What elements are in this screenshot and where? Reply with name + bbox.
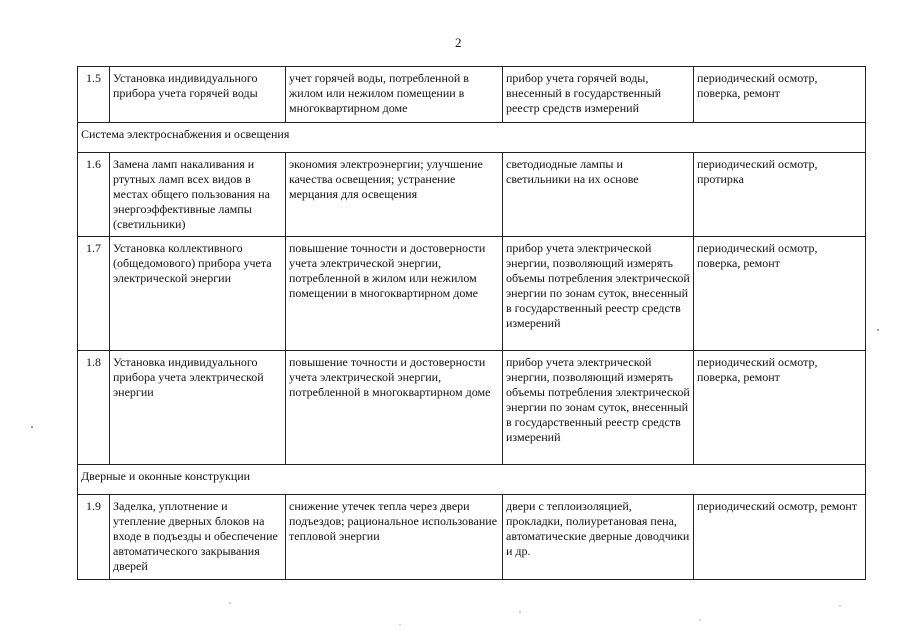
equipment-cell: прибор учета горячей воды, внесенный в государственный реестр средств измерений: [503, 67, 694, 123]
goal-cell: повышение точности и достоверности учета электрической энергии, потребленной в многоквартирном доме: [286, 351, 503, 465]
table-row: [78, 237, 866, 351]
service-cell: периодический осмотр, поверка, ремонт: [694, 67, 866, 123]
equipment-cell: светодиодные лампы и светильники на их основе: [503, 153, 694, 237]
service-cell: периодический осмотр, поверка, ремонт: [694, 237, 866, 351]
page-number: 2: [455, 35, 462, 50]
table-row: [78, 351, 866, 465]
goal-cell: снижение утечек тепла через двери подъездов; рациональное использование тепловой энергии: [286, 495, 503, 580]
equipment-cell: прибор учета электрической энергии, позволяющий измерять объемы потребления электрической энергии по зонам суток, внесенный в государственный реестр средств измерений: [503, 351, 694, 465]
row-number: 1.7: [78, 237, 110, 351]
service-cell: периодический осмотр, поверка, ремонт: [694, 351, 866, 465]
section-row: [78, 465, 866, 495]
row-number: 1.9: [78, 495, 110, 580]
equipment-cell: прибор учета электрической энергии, позволяющий измерять объемы потребления электрической энергии по зонам суток, внесенный в государственный реестр средств измерений: [503, 237, 694, 351]
table-row: [78, 495, 866, 580]
section-title: Дверные и оконные конструкции: [78, 465, 866, 495]
service-cell: периодический осмотр, ремонт: [694, 495, 866, 580]
measures-table: [77, 66, 866, 580]
section-title: Система электроснабжения и освещения: [78, 123, 866, 153]
section-row: [78, 123, 866, 153]
goal-cell: повышение точности и достоверности учета электрической энергии, потребленной в жилом или нежилом помещении в многоквартирном доме: [286, 237, 503, 351]
measure-cell: Заделка, уплотнение и утепление дверных блоков на входе в подъезды и обеспечение автоматического закрывания дверей: [110, 495, 286, 580]
service-cell: периодический осмотр, протирка: [694, 153, 866, 237]
measure-cell: Установка индивидуального прибора учета горячей воды: [110, 67, 286, 123]
goal-cell: учет горячей воды, потребленной в жилом или нежилом помещении в многоквартирном доме: [286, 67, 503, 123]
table-row: [78, 67, 866, 123]
measure-cell: Установка индивидуального прибора учета электрической энергии: [110, 351, 286, 465]
measure-cell: Замена ламп накаливания и ртутных ламп всех видов в местах общего пользования на энергоэффективные лампы (светильники): [110, 153, 286, 237]
table-row: [78, 153, 866, 237]
goal-cell: экономия электроэнергии; улучшение качества освещения; устранение мерцания для освещения: [286, 153, 503, 237]
equipment-cell: двери с теплоизоляцией, прокладки, полиуретановая пена, автоматические дверные доводчики и др.: [503, 495, 694, 580]
row-number: 1.8: [78, 351, 110, 465]
row-number: 1.5: [78, 67, 110, 123]
row-number: 1.6: [78, 153, 110, 237]
measure-cell: Установка коллективного (общедомового) прибора учета электрической энергии: [110, 237, 286, 351]
